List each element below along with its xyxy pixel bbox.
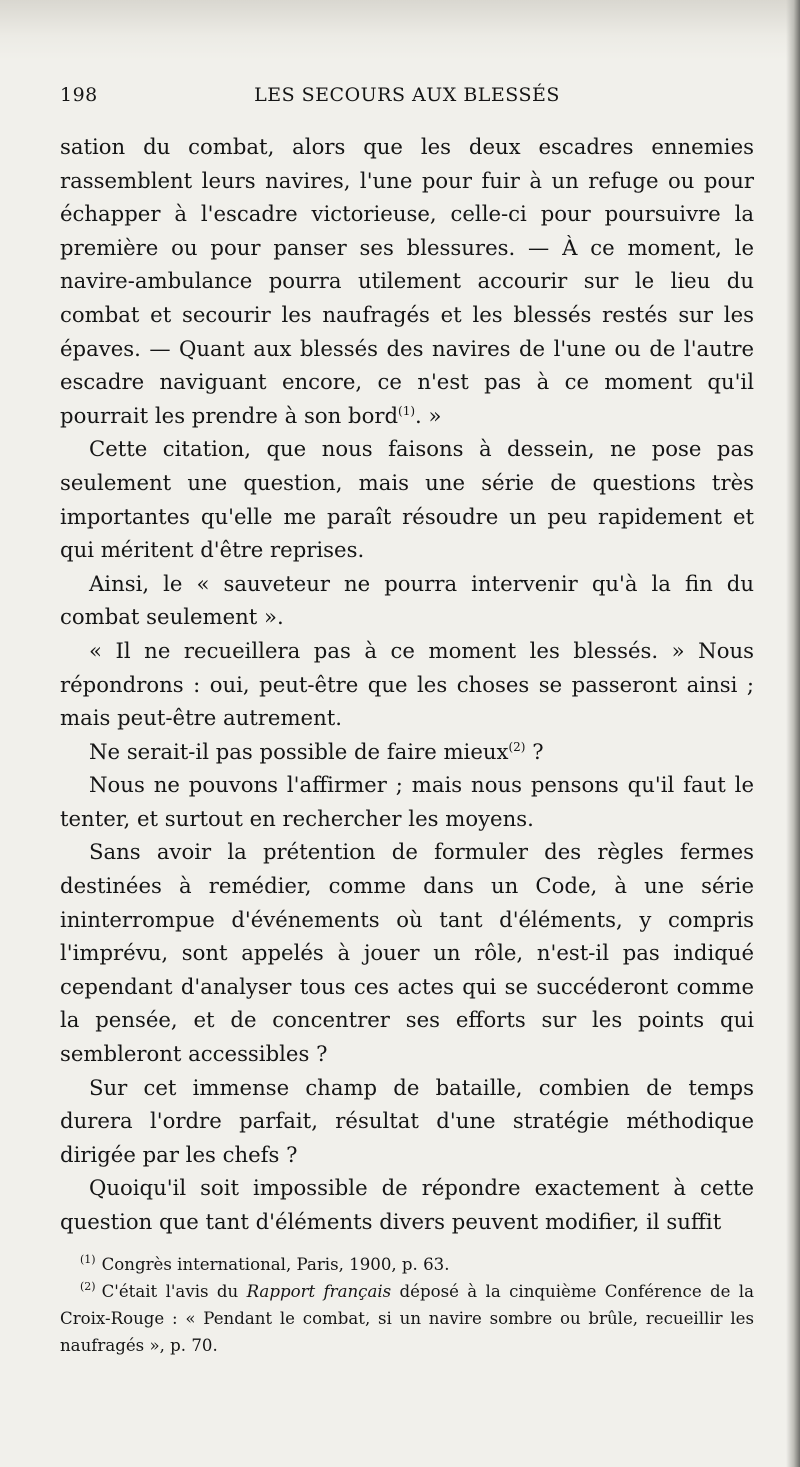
- paragraph-3: Ainsi, le « sauveteur ne pourra intervenir qu'à la fin du combat seulement ».: [60, 570, 754, 630]
- scan-shadow-right: [786, 0, 800, 1467]
- book-page: [60, 84, 754, 1359]
- footnote-1: [60, 1251, 754, 1278]
- paragraph-4: « Il ne recueillera pas à ce moment les blessés. » Nous répondrons : oui, peut-être que les choses se passeront ainsi ; mais peut-être autrement.: [60, 637, 754, 731]
- paragraph-6: Nous ne pouvons l'affirmer ; mais nous pensons qu'il faut le tenter, et surtout en rechercher les moyens.: [60, 772, 754, 831]
- footnote-mark: (2): [80, 1280, 96, 1294]
- footnote-title: Rapport français: [246, 1281, 392, 1301]
- paragraph-5: [60, 735, 754, 769]
- paragraph-2: Cette citation, que nous faisons à dessein, ne pose pas seulement une question, mais une série de questions très importantes qu'elle me paraît résoudre un peu rapidement et qui méritent d'être reprises.: [60, 436, 754, 563]
- paragraph-1: [60, 130, 754, 432]
- paragraph-9: Quoiqu'il soit impossible de répondre exactement à cette question que tant d'éléments divers peuvent modifier, il suffit: [60, 1175, 754, 1234]
- paragraph-tail: ?: [525, 738, 544, 764]
- footnote-ref-1: (1): [398, 403, 416, 418]
- page-header: [60, 84, 754, 120]
- footnote-mark: (1): [80, 1253, 96, 1267]
- paragraph-text: sation du combat, alors que les deux escadres ennemies rassemblent leurs navires, l'une pour fuir à un refuge ou pour échapper à l'escadre victorieuse, celle-ci pour poursuivre la première ou pour panser ses blessures. — À ce moment, le navire-ambulance pourra utilement accourir sur le lieu du combat et secourir les naufragés et les blessés restés sur les épaves. — Quant aux blessés des navires de l'une ou de l'autre escadre naviguant encore, ce n'est pas à ce moment qu'il pourrait les prendre à son bord: [60, 134, 754, 428]
- body-text: [60, 130, 754, 1239]
- paragraph-tail: . »: [415, 402, 442, 428]
- footnote-text-tail: déposé à la cinquième Conférence de la Croix-Rouge : « Pendant le combat, si un navire sombre ou brûle, recueillir les naufragés », p. 70.: [60, 1281, 755, 1355]
- page-number: 198: [60, 84, 98, 106]
- paragraph-8: Sur cet immense champ de bataille, combien de temps durera l'ordre parfait, résultat d'une stratégie méthodique dirigée par les chefs ?: [60, 1074, 754, 1167]
- paragraph-7: Sans avoir la prétention de formuler des règles fermes destinées à remédier, comme dans un Code, à une série ininterrompue d'événements où tant d'éléments, y compris l'imprévu, sont appelés à jouer un rôle, n'est-il pas indiqué cependant d'analyser tous ces actes qui se succéderont comme la pensée, et de concentrer ses efforts sur les points qui sembleront accessibles ?: [60, 839, 754, 1067]
- scan-shadow-top: [0, 0, 800, 60]
- footnote-ref-2: (2): [508, 739, 526, 754]
- footnote-text: Congrès international, Paris, 1900, p. 63.: [101, 1254, 450, 1274]
- footnote-2: [60, 1278, 754, 1359]
- paragraph-text: Ne serait-il pas possible de faire mieux: [89, 738, 509, 764]
- footnote-text: C'était l'avis du: [101, 1281, 247, 1301]
- running-head: LES SECOURS AUX BLESSÉS: [254, 84, 560, 106]
- footnotes: [60, 1251, 754, 1359]
